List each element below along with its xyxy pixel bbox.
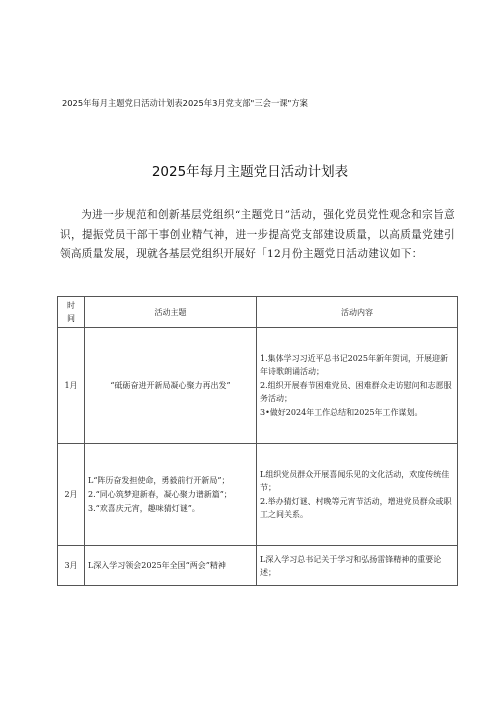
activity-plan-table (57, 296, 458, 586)
row-theme: “砥砺奋进开新局凝心聚力再出发” (85, 328, 257, 444)
row-month: 3月 (58, 546, 85, 586)
theme-item: L“阵历奋发担使命，勇毅前行开新局”； (88, 476, 230, 485)
header-month-line1: 时 (67, 301, 75, 310)
content-item: 2.举办猜灯谜、村晚等元宵节活动，增进党员群众或职工之间关系。 (260, 497, 452, 519)
intro-text: 为进一步规范和创新基层党组织“主题党日”活动，强化党员党性观念和宗旨意识，提振党员干部干事创业精气神，进一步提高党支部建设质量，以高质量党建引领高质量发展，现就各基层党组织开展好「12月份主题党日活动建议如下： (60, 209, 455, 260)
content-item: L组织党员群众开展喜闻乐见的文化活动，欢度传统佳节； (260, 470, 450, 492)
theme-item: 2.“同心筑梦迎新春，凝心聚力谱新篇”； (88, 490, 232, 499)
table-row (58, 444, 458, 546)
row-theme (85, 444, 257, 546)
content-item: L深入学习总书记关于学习和弘扬雷锋精神的重要论述； (260, 554, 442, 577)
content-item: 2.组织开展春节困难党员、困难群众走访慰问和志愿服务活动； (260, 381, 452, 403)
header-month-line2: 间 (67, 314, 75, 323)
table-header-row (58, 297, 458, 328)
header-content: 活动内容 (257, 297, 458, 328)
content-item: 1.集体学习习近平总书记2025年新年贺词，开展迎新年诗歌朗诵活动； (260, 354, 448, 376)
document-title: 2025年每月主题党日活动计划表 (151, 164, 349, 180)
intro-paragraph (60, 206, 455, 265)
content-item: 3•做好2024年工作总结和2025年工作谋划。 (260, 408, 423, 417)
table-row (58, 546, 458, 586)
header-theme: 活动主题 (85, 297, 257, 328)
row-theme: L深入学习领会2025年全国“两会”精神 (85, 546, 257, 586)
theme-item: 3.“欢喜庆元宵，趣味猜灯谜”。 (88, 504, 200, 513)
row-month: 2月 (58, 444, 85, 546)
row-month: 1月 (58, 328, 85, 444)
header-month (58, 297, 85, 328)
running-header: 2025年每月主题党日活动计划表2025年3月党支部"三会一课"方案 (62, 98, 308, 108)
row-content (257, 546, 458, 586)
row-content (257, 444, 458, 546)
table-row (58, 328, 458, 444)
row-content (257, 328, 458, 444)
